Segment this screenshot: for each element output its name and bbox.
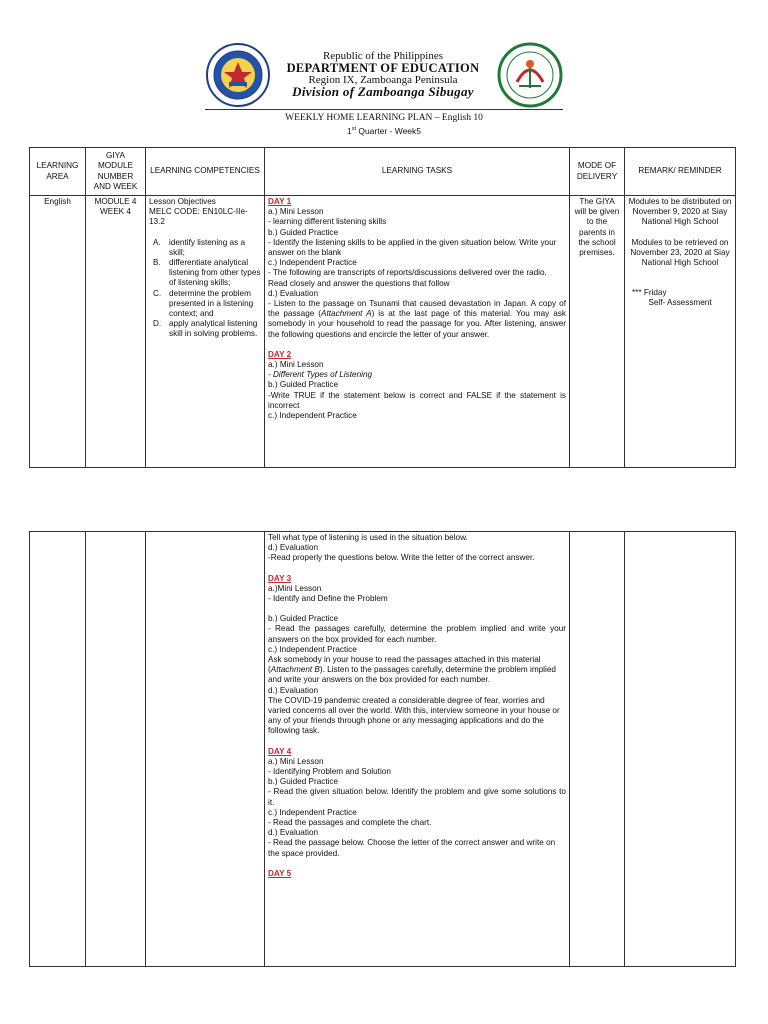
- division-seal-icon: [497, 42, 563, 108]
- col-delivery: MODE OF DELIVERY: [570, 148, 625, 196]
- col-remark: REMARK/ REMINDER: [625, 148, 736, 196]
- task-line: - Read the given situation below. Identify the problem and give some solutions to it.: [268, 787, 566, 807]
- task-line: b.) Guided Practice: [268, 380, 339, 390]
- task-line: - Read the passages and complete the chart.: [268, 818, 432, 828]
- day-1-heading: DAY 1: [268, 197, 292, 206]
- delivery-cell: [570, 532, 625, 967]
- learning-area-cell: English: [30, 196, 86, 468]
- delivery-cell: The GIYA will be given to the parents in the school premises.: [570, 196, 625, 468]
- task-line: b.) Guided Practice: [268, 227, 339, 237]
- task-line: - learning different listening skills: [268, 217, 387, 227]
- day-4-heading: DAY 4: [268, 746, 292, 756]
- task-line: - The following are transcripts of reports/discussions delivered over the radio. Read closely and answer the questions that follow: [268, 268, 547, 288]
- task-line: - Listen to the passage on Tsunami that caused devastation in Japan. A copy of the passage (Attachment A) is at the last page of this material. You may ask somebody in your household to read the passage for you. After listening, answer the following questions and encircle the letter of your answer.: [268, 299, 566, 339]
- task-line: - Identifying Problem and Solution: [268, 767, 391, 777]
- learning-area-cell: [30, 532, 86, 967]
- region-label: Region IX, Zamboanga Peninsula: [308, 74, 458, 86]
- republic-label: Republic of the Philippines: [322, 50, 444, 62]
- melc-code: MELC CODE: EN10LC-IIe-13.2: [149, 207, 248, 227]
- task-line: a.)Mini Lesson: [268, 583, 322, 593]
- task-line: c.) Independent Practice: [268, 411, 357, 421]
- objectives-list: [149, 238, 261, 340]
- quarter-label: 1st Quarter - Week5: [346, 126, 422, 136]
- task-line: - Identify the listening skills to be applied in the given situation below. Write your answer on the blank: [268, 237, 557, 258]
- module-cell: [86, 532, 146, 967]
- task-line: c.) Independent Practice: [268, 258, 357, 268]
- learning-plan-table-continued: [29, 531, 736, 967]
- task-line: a.) Mini Lesson: [268, 360, 324, 370]
- distribution-note: Modules to be distributed on November 9, 2020 at Siay National High School: [628, 197, 732, 227]
- col-learning-area: LEARNING AREA: [30, 148, 86, 196]
- task-line: - Identify and Define the Problem: [268, 594, 388, 604]
- remark-cell: [625, 532, 736, 967]
- division-label: Division of Zamboanga Sibugay: [292, 84, 474, 99]
- task-line: a.) Mini Lesson: [268, 756, 324, 766]
- task-line: -Read properly the questions below. Write the letter of the correct answer.: [268, 553, 535, 563]
- task-line: b.) Guided Practice: [268, 777, 339, 787]
- learning-tasks-cell: [265, 532, 570, 967]
- retrieval-note: Modules to be retrieved on November 23, 2020 at Siay National High School: [630, 237, 730, 268]
- learning-tasks-cell: [265, 196, 570, 468]
- task-line: - Different Types of Listening: [268, 370, 373, 380]
- objective-item: A. identify listening as a skill;: [153, 237, 246, 257]
- competencies-cell: [146, 196, 265, 468]
- learning-plan-table: [29, 147, 736, 468]
- self-assessment-note: Self- Assessment: [648, 298, 712, 308]
- module-cell: MODULE 4 WEEK 4: [86, 196, 146, 468]
- deped-seal-icon: [205, 42, 271, 108]
- task-line: - Read the passages carefully, determine the problem implied and write your answers on the box provided for each number.: [268, 624, 566, 644]
- day-3-heading: DAY 3: [268, 573, 292, 583]
- plan-title: WEEKLY HOME LEARNING PLAN – English 10: [285, 113, 483, 123]
- task-line: The COVID-19 pandemic created a considerable degree of fear, worries and varied concerns all over the world. With this, interview someone in your house or any of your friends through phone or any messaging applications and do the following task.: [268, 695, 560, 736]
- day-5-heading: DAY 5: [268, 868, 292, 878]
- col-competencies: LEARNING COMPETENCIES: [146, 148, 265, 196]
- task-line: d.) Evaluation: [268, 828, 319, 838]
- objective-item: C. determine the problem presented in a listening context; and: [153, 288, 254, 319]
- col-module: GIYA MODULE NUMBER AND WEEK: [86, 148, 146, 196]
- friday-note: *** Friday: [632, 288, 667, 298]
- task-line: -Write TRUE if the statement below is correct and FALSE if the statement is incorrect: [268, 390, 566, 410]
- task-line: c.) Independent Practice: [268, 644, 357, 654]
- competencies-cell: [146, 532, 265, 967]
- lesson-objectives-heading: Lesson Objectives: [149, 197, 216, 206]
- task-line: d.) Evaluation: [268, 685, 319, 695]
- task-line: c.) Independent Practice: [268, 807, 357, 817]
- task-line: Ask somebody in your house to read the passages attached in this material (Attachment B). Listen to the passages carefully, determine the problem implied and write your answers on the box provided for each number.: [268, 655, 556, 685]
- remark-cell: [625, 196, 736, 468]
- task-line: a.) Mini Lesson: [268, 207, 324, 217]
- col-tasks: LEARNING TASKS: [265, 148, 570, 196]
- letterhead: [0, 36, 768, 116]
- objective-item: B. differentiate analytical listening from other types of listening skills;: [153, 258, 261, 288]
- task-line: - Read the passage below. Choose the letter of the correct answer and write on the space provided.: [268, 838, 556, 858]
- task-line: b.) Guided Practice: [268, 614, 339, 624]
- letterhead-rule: [205, 109, 563, 110]
- task-line: d.) Evaluation: [268, 543, 319, 553]
- objective-item: D. apply analytical listening skill in solving problems.: [153, 319, 258, 339]
- department-label: DEPARTMENT OF EDUCATION: [286, 61, 480, 75]
- task-line: d.) Evaluation: [268, 288, 319, 298]
- task-line: Tell what type of listening is used in the situation below.: [268, 533, 468, 542]
- day-2-heading: DAY 2: [268, 349, 292, 359]
